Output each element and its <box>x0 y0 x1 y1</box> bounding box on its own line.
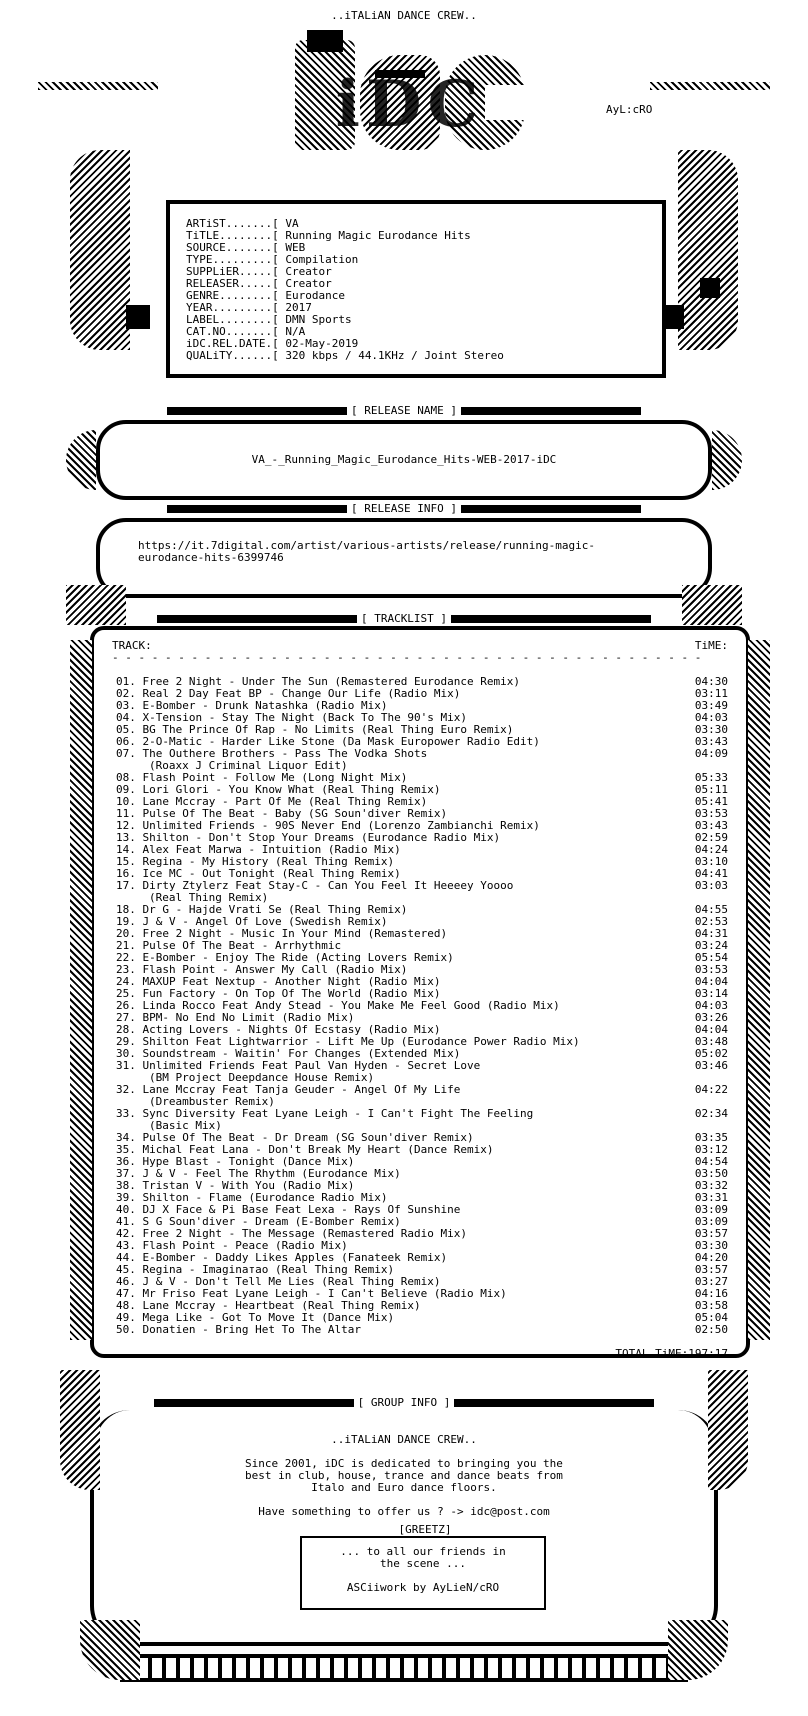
bottom-meander <box>120 1650 688 1690</box>
release-name-label: [ RELEASE NAME ] <box>351 404 457 417</box>
idc-logo <box>285 30 535 160</box>
track-title: (BM Project Deepdance House Remix) <box>149 1071 375 1084</box>
greetz-box <box>300 1536 546 1610</box>
track-time: 03:11 <box>694 687 728 700</box>
left-block <box>126 305 150 329</box>
group-info-label: [ GROUP INFO ] <box>357 1396 451 1409</box>
track-title: 26. Linda Rocco Feat Andy Stead - You Make Me Feel Good (Radio Mix) <box>116 999 560 1012</box>
track-title: 25. Fun Factory - On Top Of The World (Radio Mix) <box>116 987 441 1000</box>
track-time: 03:46 <box>694 1059 728 1072</box>
track-time: 03:30 <box>694 723 728 736</box>
info-key: CAT.NO.......[ <box>186 325 279 338</box>
track-time: 04:04 <box>694 975 728 988</box>
info-key: QUALiTY......[ <box>186 349 279 362</box>
track-time: 03:32 <box>694 1179 728 1192</box>
track-title: 16. Ice MC - Out Tonight (Real Thing Remix) <box>116 867 401 880</box>
track-time: 03:27 <box>694 1275 728 1288</box>
greetz-line-1: ... to all our friends in <box>340 1545 506 1558</box>
track-time: 03:12 <box>694 1143 728 1156</box>
track-time: 03:43 <box>694 735 728 748</box>
track-title: 23. Flash Point - Answer My Call (Radio Mix) <box>116 963 408 976</box>
track-time: 05:04 <box>694 1311 728 1324</box>
info-key: YEAR.........[ <box>186 301 279 314</box>
track-time: 04:24 <box>694 843 728 856</box>
group-info-header <box>90 1396 718 1409</box>
release-url-line2[interactable]: eurodance-hits-6399746 <box>138 551 284 564</box>
left-ornament <box>38 82 158 90</box>
tracklist-columns <box>112 640 728 652</box>
track-title: 29. Shilton Feat Lightwarrior - Lift Me Up (Eurodance Power Radio Mix) <box>116 1035 580 1048</box>
track-time: 04:55 <box>694 903 728 916</box>
track-time: 03:35 <box>694 1131 728 1144</box>
ascii-credit: ASCiiwork by AyLieN/cRO <box>346 1581 500 1594</box>
track-time: 04:20 <box>694 1251 728 1264</box>
left-pillar <box>70 150 130 350</box>
track-title: 43. Flash Point - Peace (Radio Mix) <box>116 1239 348 1252</box>
info-key: SOURCE.......[ <box>186 241 279 254</box>
info-value: Compilation <box>285 253 359 266</box>
track-time: 04:41 <box>694 867 728 880</box>
info-box <box>166 200 666 378</box>
track-title: (Basic Mix) <box>149 1119 222 1132</box>
track-title: 15. Regina - My History (Real Thing Remix) <box>116 855 395 868</box>
track-title: 02. Real 2 Day Feat BP - Change Our Life (Radio Mix) <box>116 687 461 700</box>
track-title: 27. BPM- No End No Limit (Radio Mix) <box>116 1011 355 1024</box>
track-time: 05:54 <box>694 951 728 964</box>
track-title: 19. J & V - Angel Of Love (Swedish Remix) <box>116 915 388 928</box>
info-key: RELEASER.....[ <box>186 277 279 290</box>
track-title: 17. Dirty Ztylerz Feat Stay-C - Can You Feel It Heeeey Yoooo <box>116 879 514 892</box>
track-title: 07. The Outhere Brothers - Pass The Vodka Shots <box>116 747 428 760</box>
info-value: DMN Sports <box>285 313 352 326</box>
track-title: 20. Free 2 Night - Music In Your Mind (Remastered) <box>116 927 448 940</box>
track-title: 24. MAXUP Feat Nextup - Another Night (Radio Mix) <box>116 975 441 988</box>
info-key: TiTLE........[ <box>186 229 279 242</box>
track-time: 03:53 <box>694 807 728 820</box>
track-title: 40. DJ X Face & Pi Base Feat Lexa - Rays Of Sunshine <box>116 1203 461 1216</box>
track-time: 03:10 <box>694 855 728 868</box>
track-title: 47. Mr Friso Feat Lyane Leigh - I Can't Believe (Radio Mix) <box>116 1287 507 1300</box>
track-title: 42. Free 2 Night - The Message (Remastered Radio Mix) <box>116 1227 467 1240</box>
track-time: 03:57 <box>694 1227 728 1240</box>
track-title: 49. Mega Like - Got To Move It (Dance Mix) <box>116 1311 395 1324</box>
release-name: VA_-_Running_Magic_Eurodance_Hits-WEB-2017-iDC <box>251 453 557 466</box>
track-time: 04:30 <box>694 675 728 688</box>
track-title: 39. Shilton - Flame (Eurodance Radio Mix) <box>116 1191 388 1204</box>
left-tracklist-border <box>70 640 92 1340</box>
info-value: Running Magic Eurodance Hits <box>285 229 471 242</box>
track-time: 04:04 <box>694 1023 728 1036</box>
track-title: 33. Sync Diversity Feat Lyane Leigh - I Can't Fight The Feeling <box>116 1107 534 1120</box>
track-time: 03:03 <box>694 879 728 892</box>
track-time: 03:43 <box>694 819 728 832</box>
greetz-label: [GREETZ] <box>398 1523 452 1536</box>
right-bottom-curl <box>668 1620 728 1680</box>
track-time: 03:30 <box>694 1239 728 1252</box>
track-time: 03:53 <box>694 963 728 976</box>
crew-title: ..iTALiAN DANCE CREW.. <box>331 9 477 22</box>
info-key: iDC.REL.DATE.[ <box>186 337 279 350</box>
track-row <box>116 1324 728 1336</box>
logo-text: iDC <box>335 67 485 142</box>
track-title: 34. Pulse Of The Beat - Dr Dream (SG Soun'diver Remix) <box>116 1131 474 1144</box>
track-time: 03:26 <box>694 1011 728 1024</box>
track-time: 02:53 <box>694 915 728 928</box>
track-time: 04:22 <box>694 1083 728 1096</box>
track-title: 14. Alex Feat Marwa - Intuition (Radio Mix) <box>116 843 401 856</box>
track-time: 04:03 <box>694 999 728 1012</box>
greetz-header <box>300 1524 550 1536</box>
track-title: (Dreambuster Remix) <box>149 1095 275 1108</box>
info-row <box>186 350 662 362</box>
track-time: 04:16 <box>694 1287 728 1300</box>
info-key: TYPE.........[ <box>186 253 279 266</box>
right-block-2 <box>700 278 720 298</box>
offer-line: Have something to offer us ? -> idc@post.com <box>258 1505 550 1518</box>
info-value: Creator <box>285 265 332 278</box>
track-title: (Real Thing Remix) <box>149 891 269 904</box>
track-time: 03:50 <box>694 1167 728 1180</box>
track-title: 22. E-Bomber - Enjoy The Ride (Acting Lovers Remix) <box>116 951 454 964</box>
track-title: 30. Soundstream - Waitin' For Changes (Extended Mix) <box>116 1047 461 1060</box>
group-desc-2: best in club, house, trance and dance beats from <box>245 1469 563 1482</box>
signature: AyL:cRO <box>606 103 653 116</box>
release-info-label: [ RELEASE INFO ] <box>351 502 457 515</box>
time-column: TiME: <box>694 639 728 652</box>
track-title: 10. Lane Mccray - Part Of Me (Real Thing Remix) <box>116 795 428 808</box>
track-title: 21. Pulse Of The Beat - Arrhythmic <box>116 939 342 952</box>
right-tracklist-border <box>748 640 770 1340</box>
info-value: 320 kbps / 44.1KHz / Joint Stereo <box>285 349 504 362</box>
track-time: 04:54 <box>694 1155 728 1168</box>
left-bottom-pillar <box>60 1370 100 1490</box>
track-title: 01. Free 2 Night - Under The Sun (Remastered Eurodance Remix) <box>116 675 520 688</box>
right-wing <box>712 430 742 490</box>
total-time: TOTAL TiME:197:17 <box>615 1347 728 1360</box>
track-title: 08. Flash Point - Follow Me (Long Night Mix) <box>116 771 408 784</box>
release-info-header <box>96 502 712 515</box>
track-title: 38. Tristan V - With You (Radio Mix) <box>116 1179 355 1192</box>
track-title: 50. Donatien - Bring Het To The Altar <box>116 1323 362 1336</box>
release-name-header <box>96 404 712 417</box>
track-time: 03:49 <box>694 699 728 712</box>
info-value: 02-May-2019 <box>285 337 359 350</box>
info-value: Eurodance <box>285 289 345 302</box>
track-time: 05:41 <box>694 795 728 808</box>
track-title: 12. Unlimited Friends - 90S Never End (Lorenzo Zambianchi Remix) <box>116 819 540 832</box>
track-time: 02:34 <box>694 1107 728 1120</box>
left-wing <box>66 430 96 490</box>
track-title: 36. Hype Blast - Tonight (Dance Mix) <box>116 1155 355 1168</box>
track-time: 02:59 <box>694 831 728 844</box>
right-pillar <box>678 150 738 350</box>
track-time: 02:50 <box>694 1323 728 1336</box>
track-title: 48. Lane Mccray - Heartbeat (Real Thing Remix) <box>116 1299 421 1312</box>
track-title: 04. X-Tension - Stay The Night (Back To The 90's Mix) <box>116 711 467 724</box>
track-time: 05:02 <box>694 1047 728 1060</box>
track-column: TRACK: <box>112 639 152 652</box>
track-time: 03:24 <box>694 939 728 952</box>
track-time: 03:09 <box>694 1203 728 1216</box>
track-time: 04:03 <box>694 711 728 724</box>
info-key: SUPPLiER.....[ <box>186 265 279 278</box>
info-value: N/A <box>285 325 306 338</box>
tracklist-box <box>90 626 750 1358</box>
track-title: 44. E-Bomber - Daddy Likes Apples (Fanateek Remix) <box>116 1251 448 1264</box>
group-desc-3: Italo and Euro dance floors. <box>311 1481 497 1494</box>
track-time: 04:09 <box>694 747 728 760</box>
track-title: 37. J & V - Feel The Rhythm (Eurodance Mix) <box>116 1167 401 1180</box>
track-title: 28. Acting Lovers - Nights Of Ecstasy (Radio Mix) <box>116 1023 441 1036</box>
greetz-line-2: the scene ... <box>379 1557 467 1570</box>
track-time: 03:48 <box>694 1035 728 1048</box>
info-key: LABEL........[ <box>186 313 279 326</box>
info-value: Creator <box>285 277 332 290</box>
track-title: 31. Unlimited Friends Feat Paul Van Hyden - Secret Love <box>116 1059 481 1072</box>
track-title: 32. Lane Mccray Feat Tanja Geuder - Angel Of My Life <box>116 1083 461 1096</box>
track-title: (Roaxx J Criminal Liquor Edit) <box>149 759 348 772</box>
track-time: 03:09 <box>694 1215 728 1228</box>
tracklist-label: [ TRACKLIST ] <box>360 612 448 625</box>
group-desc-1: Since 2001, iDC is dedicated to bringing you the <box>245 1457 563 1470</box>
track-title: 35. Michal Feat Lana - Don't Break My Heart (Dance Remix) <box>116 1143 494 1156</box>
track-title: 11. Pulse Of The Beat - Baby (SG Soun'diver Remix) <box>116 807 448 820</box>
group-crew-title: ..iTALiAN DANCE CREW.. <box>331 1433 477 1446</box>
track-title: 46. J & V - Don't Tell Me Lies (Real Thing Remix) <box>116 1275 441 1288</box>
track-title: 03. E-Bomber - Drunk Natashka (Radio Mix) <box>116 699 388 712</box>
track-title: 41. S G Soun'diver - Dream (E-Bomber Remix) <box>116 1215 401 1228</box>
track-time: 05:33 <box>694 771 728 784</box>
track-time: 04:31 <box>694 927 728 940</box>
track-title: 13. Shilton - Don't Stop Your Dreams (Eurodance Radio Mix) <box>116 831 501 844</box>
track-title: 05. BG The Prince Of Rap - No Limits (Real Thing Euro Remix) <box>116 723 514 736</box>
info-key: GENRE........[ <box>186 289 279 302</box>
track-time: 03:57 <box>694 1263 728 1276</box>
track-list <box>112 676 728 1336</box>
info-list <box>186 218 662 362</box>
tracklist-divider: - - - - - - - - - - - - - - - - - - - - - - - - - - - - - - - - - - - - - - - - - - - - - <box>112 652 702 664</box>
info-value: VA <box>285 217 299 230</box>
info-value: WEB <box>285 241 306 254</box>
track-time: 03:14 <box>694 987 728 1000</box>
track-time: 05:11 <box>694 783 728 796</box>
left-bottom-curl <box>80 1620 140 1680</box>
release-info-box <box>96 518 712 598</box>
right-ornament <box>650 82 770 90</box>
track-title: 06. 2-O-Matic - Harder Like Stone (Da Mask Europower Radio Edit) <box>116 735 540 748</box>
track-time: 03:31 <box>694 1191 728 1204</box>
track-time: 03:58 <box>694 1299 728 1312</box>
release-name-box <box>96 420 712 500</box>
tracklist-header <box>90 612 718 625</box>
track-title: 09. Lori Glori - You Know What (Real Thing Remix) <box>116 783 441 796</box>
release-url-line1[interactable]: https://it.7digital.com/artist/various-artists/release/running-magic- <box>138 539 595 552</box>
track-title: 45. Regina - Imaginaтao (Real Thing Remix) <box>116 1263 395 1276</box>
track-title: 18. Dr G - Hajde Vrati Se (Real Thing Remix) <box>116 903 408 916</box>
info-value: 2017 <box>285 301 312 314</box>
info-key: ARTiST.......[ <box>186 217 279 230</box>
right-bottom-pillar <box>708 1370 748 1490</box>
